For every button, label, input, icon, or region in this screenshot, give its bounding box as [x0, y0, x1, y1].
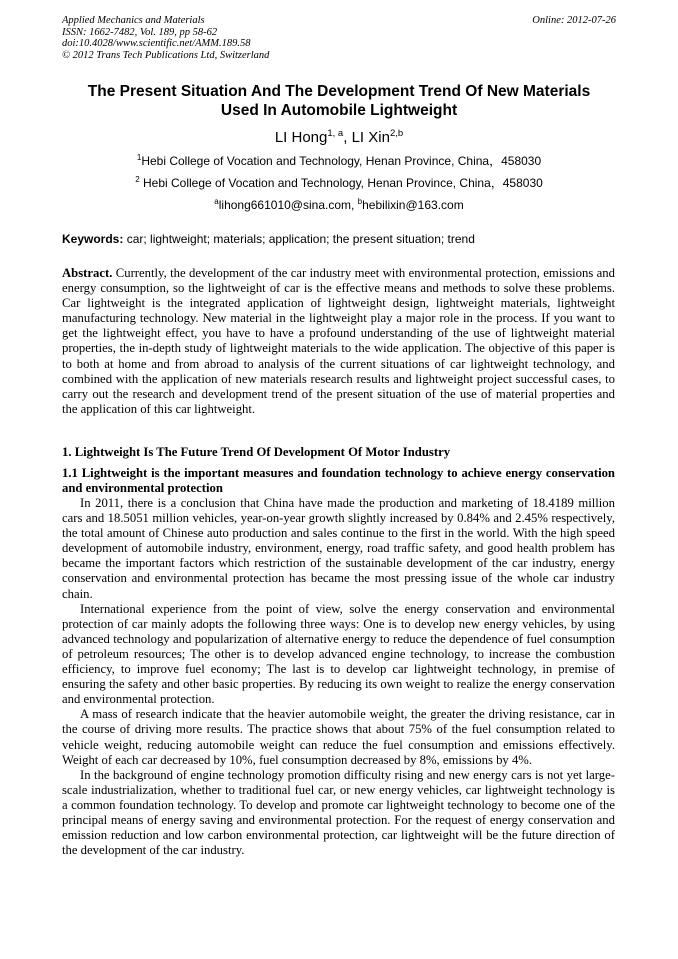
author-2: LI Xin — [351, 129, 390, 146]
section-1-heading: 1. Lightweight Is The Future Trend Of Development Of Motor Industry — [62, 445, 451, 459]
author-1-sup: 1, a — [327, 128, 344, 139]
paragraph: In 2011, there is a conclusion that China have made the production and marketing of 18.4189 million cars and 18.5051 million vehicles, year-on-year growth slightly increased by 0.84% and 2.45% respectively, the total amount of Chinese auto production and sales continue to the first in the world. With the high speed development of automobile industry, environment, energy, road traffic safety, and good health problem has became the important factors which restriction of the sustainable development of the car industry, energy conservation and environmental protection has became the most pressing issue of the whole car industry chain. — [62, 496, 615, 601]
author-1: LI Hong — [274, 129, 328, 146]
title-line-2: Used In Automobile Lightweight — [220, 102, 458, 119]
author-list — [62, 125, 616, 147]
abstract-text: Currently, the development of the car industry meet with environmental protection, emissions and energy consumption, so the lightweight of car is the effective means and methods to solve these problems. Car lightweight is the integrated application of lightweight design, lightweight materials, lightweight manufacturing technology. New material in the lightweight play a major role in the process. If you want to get the lightweight effect, you have to have a profound understanding of the use of lightweight material properties, the in-depth study of lightweight materials to the wide application. The objective of this paper is to both at home and from abroad to analysis of the current situations of car lightweight technology, and combined with the application of new materials research results and lightweight project successful cases, to carry out the research and development trend of the present situation of the use of material properties and the application of this car lightweight. — [62, 266, 615, 416]
issn-line: ISSN: 1662-7482, Vol. 189, pp 58-62 — [62, 26, 218, 38]
affiliation-2 — [62, 173, 616, 190]
email-a: lihong661010@sina.com, — [218, 198, 358, 212]
paragraph: A mass of research indicate that the heavier automobile weight, the greater the driving resistance, car in the course of driving more results. The practice shows that about 75% of the fuel consumption related to vehicle weight, reducing automobile weight can reduce the fuel consumption and emissions effectively. Weight of each car decreased by 10%, fuel consumption decreased by 8%, emissions by 4%. — [62, 707, 615, 767]
paragraph: In the background of engine technology promotion difficulty rising and new energy cars is not yet large-scale industrialization, whether to traditional fuel car, or new energy vehicles, car lightweight technology is a common foundation technology. To develop and promote car lightweight technology to become one of the principal means of energy saving and environmental protection. For the request of energy conservation and emission reduction and low carbon environmental protection, car lightweight will be the future direction of the development of the car industry. — [62, 767, 615, 858]
paragraph: International experience from the point of view, solve the energy conservation and environmental protection of car mainly adopts the following three ways: One is to develop new energy vehicles, by using advanced technology and popularization of alternative energy to reduce the dependence of fuel consumption of petroleum resources; The other is to develop advanced engine technology, to increase the combustion efficiency, to improve fuel economy; The last is to develop car lightweight technology, in premise of ensuring the safety and other basic properties. By reducing its own weight to realize the energy conservation and environmental protection. — [62, 601, 615, 707]
author-2-sup: 2,b — [389, 128, 404, 139]
affiliation-2-sup: 2 — [135, 175, 140, 184]
journal-header — [62, 15, 616, 61]
abstract — [62, 266, 615, 417]
title-line-1: The Present Situation And The Development Trend Of New Materials — [87, 83, 591, 100]
affiliation-1-text: Hebi College of Vocation and Technology, Henan Province, China，458030 — [141, 154, 542, 168]
abstract-label: Abstract. — [62, 266, 113, 280]
copyright-line: © 2012 Trans Tech Publications Ltd, Switzerland — [62, 49, 270, 61]
keywords-text: car; lightweight; materials; application; the present situation; trend — [123, 232, 475, 246]
email-a-sup: a — [214, 197, 219, 206]
email-b: hebilixin@163.com — [362, 198, 464, 212]
doi-line: doi:10.4028/www.scientific.net/AMM.189.58 — [62, 38, 251, 49]
journal-name: Applied Mechanics and Materials — [62, 15, 205, 26]
email-b-sup: b — [357, 197, 363, 206]
author-separator: , — [343, 129, 352, 146]
section-body — [62, 496, 615, 858]
affiliation-1-sup: 1 — [136, 153, 142, 162]
section-1-1-heading: 1.1 Lightweight is the important measures and foundation technology to achieve energy conservation and environmental protection — [62, 466, 615, 496]
email-line — [62, 195, 616, 212]
keywords-label: Keywords: — [62, 232, 124, 246]
paper-title — [62, 82, 616, 120]
online-date: Online: 2012-07-26 — [532, 15, 616, 26]
affiliation-1 — [62, 151, 616, 168]
affiliation-2-text: Hebi College of Vocation and Technology, Henan Province, China，458030 — [139, 176, 543, 190]
keywords — [62, 232, 616, 246]
